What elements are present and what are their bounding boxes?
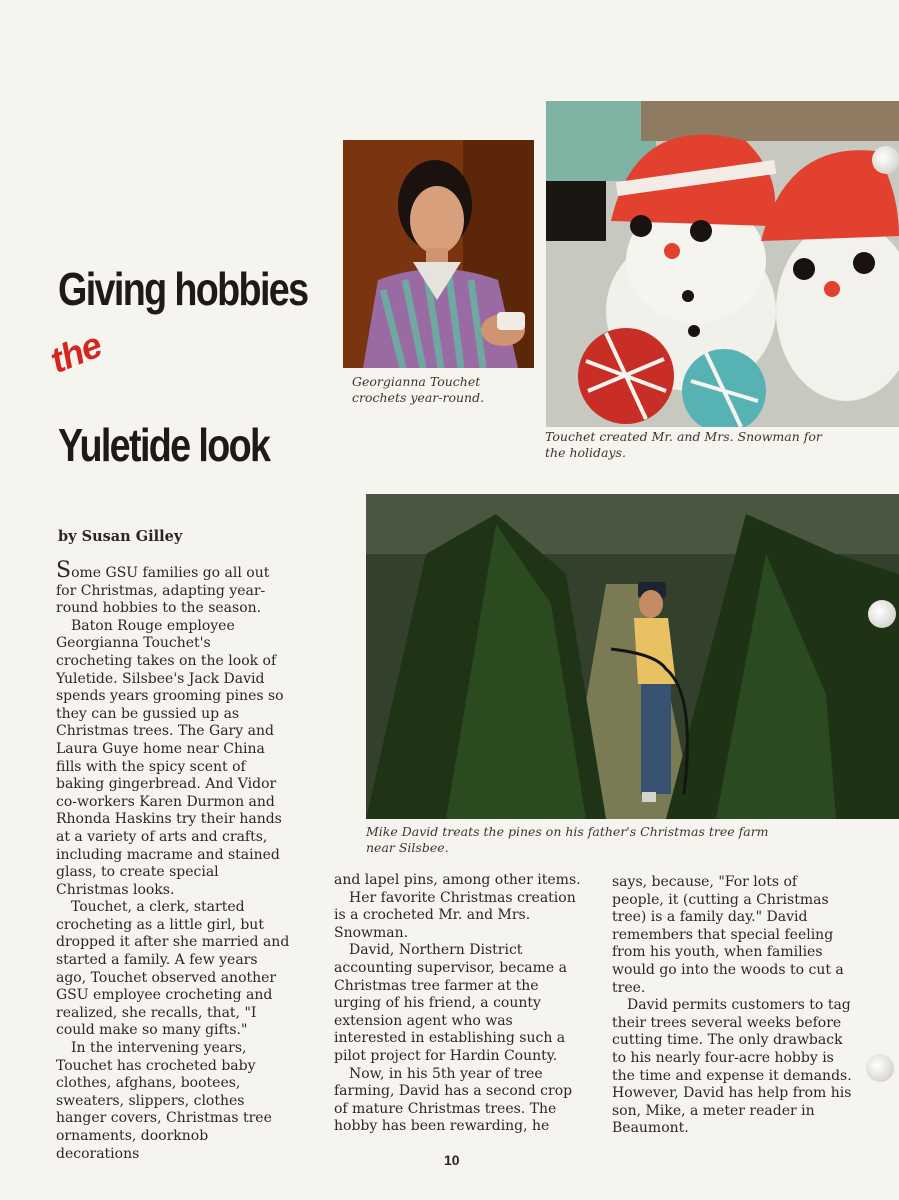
paragraph: Now, in his 5th year of tree farming, David has a second crop of mature Christmas trees. The hobby has been rewarding, he — [334, 1065, 573, 1135]
headline-accent: the — [44, 323, 107, 382]
paragraph: David, Northern District accounting supervisor, became a Christmas tree farmer at the urging of his friend, a county extension agent who was interested in establishing such a pilot project for Hardin County. — [334, 942, 568, 1064]
headline-line-1: Giving hobbies — [58, 263, 308, 315]
byline: by Susan Gilley — [58, 528, 183, 545]
caption-photo-3: Mike David treats the pines on his father's Christmas tree farm near Silsbee. — [366, 824, 769, 855]
paragraph: Touchet, a clerk, started crocheting as a little girl, but dropped it after she married and started a family. A few years ago, Touchet observed another GSU employee crocheting and realized, she recalls, that, "I could make so many gifts." — [56, 899, 290, 1039]
paragraph: Baton Rouge employee Georgianna Touchet's crocheting takes on the look of Yuletide. Silsbee's Jack David spends years grooming pines so they can be gussied up as Christmas trees. The Gary and Laura Guye home near China fills with the spicy scent of baking gingerbread. And Vidor co-workers Karen Durmon and Rhonda Haskins try their hands at a variety of arts and crafts, including macrame and stained glass, to create special Christmas looks. — [56, 617, 284, 898]
article-column-3 — [612, 874, 852, 1138]
drop-cap: S — [56, 558, 72, 583]
headline-line-2: Yuletide look — [58, 419, 270, 471]
article-column-2 — [334, 872, 584, 1136]
paragraph: Her favorite Christmas creation is a crocheted Mr. and Mrs. Snowman. — [334, 889, 576, 941]
paragraph: David permits customers to tag their trees several weeks before cutting time. The only drawback to his nearly four-acre hobby is the time and expense it demands. However, David has help from his son, Mike, a meter reader in Beaumont. — [612, 997, 852, 1137]
caption-photo-2: Touchet created Mr. and Mrs. Snowman for the holidays. — [545, 429, 822, 460]
binder-hole — [866, 1054, 894, 1082]
photo-crocheted-snowmen — [546, 101, 899, 427]
photo-christmas-tree-farm — [366, 494, 899, 819]
caption-photo-1: Georgianna Touchet crochets year-round. — [352, 374, 485, 405]
paragraph: says, because, "For lots of people, it (cutting a Christmas tree) is a family day." David remembers that special feeling from his youth, when families would go into the woods to cut a tree. — [612, 874, 844, 996]
page-number: 10 — [444, 1152, 460, 1168]
paragraph: In the intervening years, Touchet has crocheted baby clothes, afghans, bootees, sweaters, slippers, clothes hanger covers, Christmas tree ornaments, doorknob decorations — [56, 1040, 272, 1162]
article-column-1 — [56, 558, 291, 1163]
photo-georgianna-touchet — [343, 140, 534, 368]
paragraph: Some GSU families go all out for Christmas, adapting year-round hobbies to the season. — [56, 558, 270, 617]
binder-hole — [868, 600, 896, 628]
binder-hole — [872, 146, 899, 174]
paragraph: and lapel pins, among other items. — [334, 872, 581, 888]
